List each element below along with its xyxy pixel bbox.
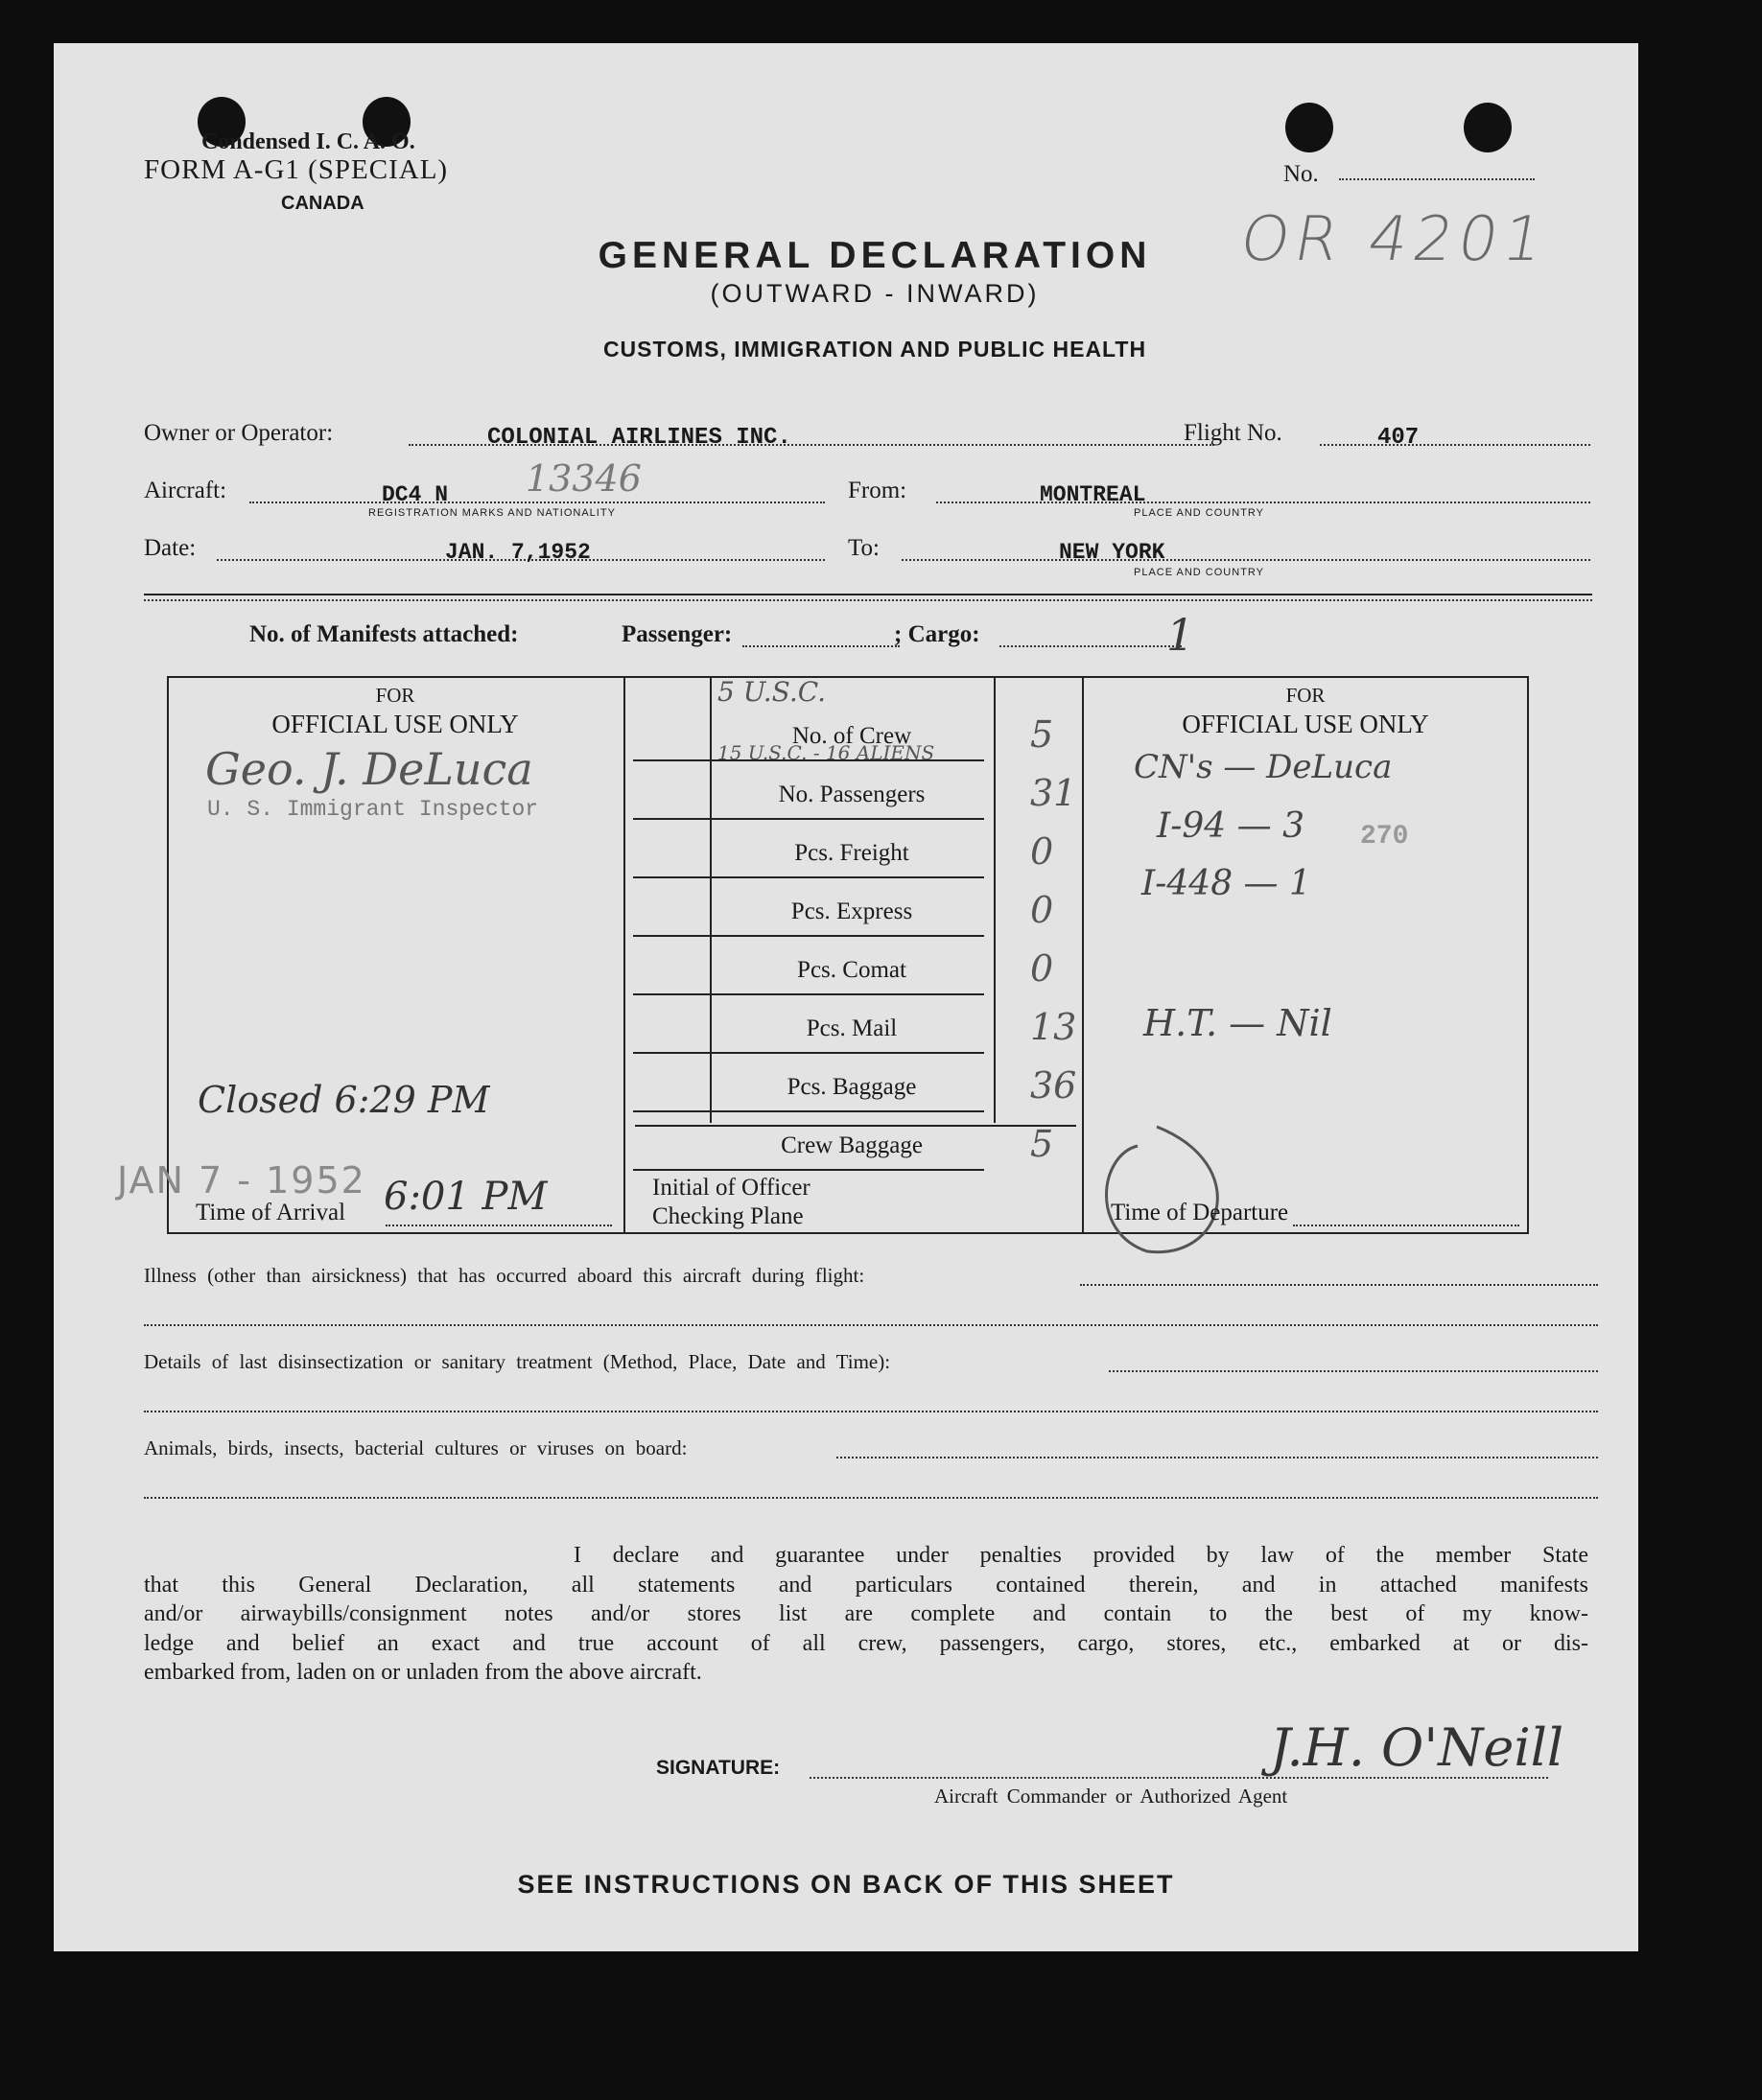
right-struck: 270: [1360, 822, 1409, 852]
manifests-label: No. of Manifests attached:: [249, 621, 519, 647]
to-label: To:: [848, 535, 880, 561]
row-value: 0: [1030, 947, 1054, 990]
from-caption: PLACE AND COUNTRY: [1134, 507, 1264, 519]
to-value: NEW YORK: [1059, 540, 1165, 565]
owner-value: COLONIAL AIRLINES INC.: [487, 425, 791, 451]
from-line: [936, 502, 1590, 503]
inspector-signature: Geo. J. DeLuca: [205, 743, 533, 795]
signature-caption: Aircraft Commander or Authorized Agent: [934, 1785, 1288, 1808]
illness-label: Illness (other than airsickness) that has occurred aboard this aircraft during flight:: [144, 1264, 865, 1287]
row-label: Pcs. Comat: [797, 957, 906, 983]
statement-line: and/or airwaybills/consignment notes and/or stores list are complete and contain to the best of my know-: [144, 1601, 1588, 1626]
inspector-stamp: U. S. Immigrant Inspector: [207, 797, 539, 822]
animals-line: [836, 1457, 1598, 1458]
arrival-value: 6:01 PM: [384, 1175, 548, 1219]
row-label: Pcs. Baggage: [787, 1074, 917, 1100]
statement-paragraph: [144, 1541, 1588, 1688]
condensed-label: Condensed I. C. A. O.: [201, 129, 415, 154]
passenger-label: Passenger:: [622, 621, 733, 647]
right-note-3: I-448 — 1: [1141, 864, 1311, 903]
disinsect-label: Details of last disinsectization or sanitary treatment (Method, Place, Date and Time):: [144, 1350, 891, 1373]
row-label: Crew Baggage: [781, 1132, 923, 1158]
row-rule: [725, 935, 984, 937]
statement-line: embarked from, laden on or unladen from the above aircraft.: [144, 1660, 702, 1685]
row-rule: [725, 1052, 984, 1054]
table-inner-divider: [994, 676, 996, 1123]
arrival-label: Time of Arrival: [196, 1200, 346, 1225]
right-official-header: OFFICIAL USE ONLY: [1182, 710, 1429, 738]
right-note-2: I-94 — 3: [1157, 806, 1304, 846]
statement-line: I declare and guarantee under penalties provided by law of the member State: [574, 1543, 1588, 1568]
to-caption: PLACE AND COUNTRY: [1134, 567, 1264, 578]
no-line: [1339, 178, 1535, 180]
signature-value: J.H. O'Neill: [1270, 1717, 1564, 1778]
row-rule: [725, 993, 984, 995]
initials-scribble: [1080, 1108, 1291, 1261]
no-label: No.: [1283, 161, 1319, 187]
form-subheading: CUSTOMS, IMMIGRATION AND PUBLIC HEALTH: [602, 337, 1147, 362]
aircraft-handwritten: 13346: [526, 457, 642, 500]
row-label: Pcs. Express: [790, 898, 913, 924]
checking-label: Checking Plane: [652, 1203, 804, 1229]
row-label: No. of Crew: [791, 723, 912, 749]
punch-hole: [1464, 103, 1512, 152]
aircraft-line: [249, 502, 825, 503]
right-official-for: FOR: [1285, 684, 1326, 707]
row-value: 36: [1030, 1064, 1077, 1107]
departure-label: Time of Departure: [1111, 1200, 1289, 1225]
row-value: 0: [1030, 830, 1054, 873]
row-rule: [725, 818, 984, 820]
row-rule: [725, 1110, 984, 1112]
right-note-1: CN's — DeLuca: [1134, 748, 1393, 786]
date-value: JAN. 7,1952: [445, 540, 591, 565]
table-divider-left: [623, 676, 625, 1234]
row-rule: [725, 876, 984, 878]
from-value: MONTREAL: [1040, 482, 1146, 507]
to-line: [902, 559, 1590, 561]
left-official-header: OFFICIAL USE ONLY: [271, 710, 519, 738]
row-value: 5: [1030, 1123, 1054, 1165]
country-label: CANADA: [281, 193, 364, 214]
row-label: No. Passengers: [778, 782, 926, 807]
left-official-for: FOR: [375, 684, 415, 707]
form-number: FORM A-G1 (SPECIAL): [144, 154, 449, 185]
initial-label: Initial of Officer: [652, 1175, 811, 1201]
row-value: 31: [1030, 772, 1077, 814]
date-label: Date:: [144, 535, 197, 561]
cargo-value: 1: [1166, 609, 1195, 661]
crew-note: 5 U.S.C.: [717, 676, 827, 708]
row-label: Pcs. Mail: [806, 1015, 898, 1041]
punch-hole: [1285, 103, 1333, 152]
stamp-number: OR 4201: [1234, 204, 1555, 275]
flight-value: 407: [1377, 425, 1420, 451]
statement-line: ledge and belief an exact and true account of all crew, passengers, cargo, stores, etc., embarked at or dis-: [144, 1630, 1588, 1656]
rule: [144, 594, 1592, 595]
aircraft-label: Aircraft:: [144, 478, 227, 503]
owner-label: Owner or Operator:: [144, 420, 334, 446]
cargo-line: [999, 645, 1182, 647]
aircraft-caption: REGISTRATION MARKS AND NATIONALITY: [368, 507, 616, 519]
row-rule: [725, 759, 984, 761]
illness-line-2: [144, 1324, 1598, 1326]
row-value: 5: [1030, 713, 1054, 756]
form-title: GENERAL DECLARATION: [598, 235, 1152, 276]
table-inner-divider: [710, 676, 712, 1123]
table-bottom-rule: [635, 1125, 1076, 1127]
form-sheet: [54, 43, 1638, 1951]
statement-line: that this General Declaration, all statements and particulars contained therein, and in attached manifests: [144, 1572, 1588, 1598]
arrival-line: [386, 1225, 612, 1226]
passenger-note: 15 U.S.C. - 16 ALIENS: [717, 741, 935, 764]
departure-line: [1293, 1225, 1519, 1226]
animals-label: Animals, birds, insects, bacterial cultures or viruses on board:: [144, 1436, 688, 1459]
illness-line: [1080, 1284, 1598, 1286]
closed-note: Closed 6:29 PM: [198, 1079, 490, 1121]
instructions-footer: SEE INSTRUCTIONS ON BACK OF THIS SHEET: [517, 1870, 1175, 1899]
flight-label: Flight No.: [1184, 420, 1282, 446]
flight-line: [1320, 444, 1590, 446]
form-subtitle: (OUTWARD - INWARD): [710, 279, 1040, 308]
passenger-line: [742, 645, 900, 647]
signature-label: SIGNATURE:: [656, 1757, 781, 1779]
disinsect-line-2: [144, 1411, 1598, 1412]
aircraft-value: DC4 N: [382, 482, 449, 507]
animals-line-2: [144, 1497, 1598, 1499]
disinsect-line: [1109, 1370, 1598, 1372]
row-value: 0: [1030, 889, 1054, 931]
right-note-4: H.T. — Nil: [1143, 1002, 1332, 1044]
rule-dotted: [144, 599, 1592, 601]
row-value: 13: [1030, 1006, 1077, 1048]
row-rule: [725, 1169, 984, 1171]
row-label: Pcs. Freight: [794, 840, 909, 866]
date-stamp: JAN 7 - 1952: [117, 1159, 366, 1202]
from-label: From:: [848, 478, 907, 503]
cargo-label: ; Cargo:: [894, 621, 980, 647]
